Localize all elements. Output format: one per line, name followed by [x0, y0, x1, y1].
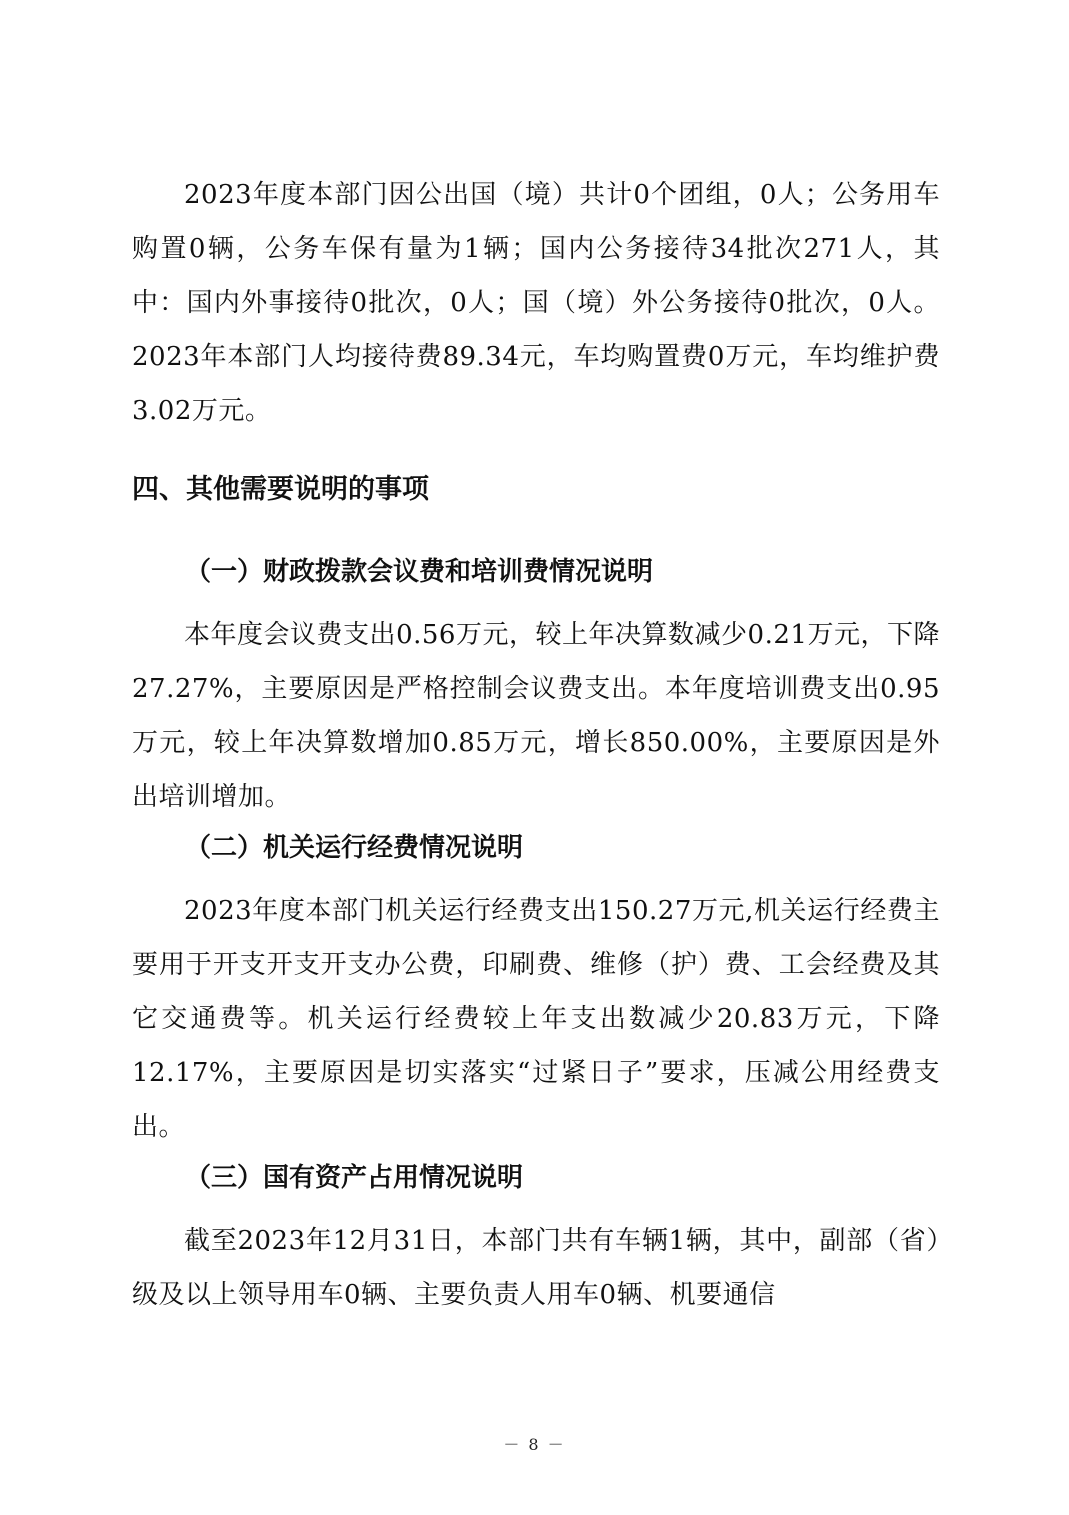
- section-title-other-matters: 四、其他需要说明的事项: [132, 474, 429, 505]
- paragraph-state-assets: 截至2023年12月31日，本部门共有车辆1辆，其中，副部（省）级及以上领导用车0辆、主要负责人用车0辆、机要通信: [132, 1226, 940, 1310]
- paragraph-meeting-training-fees: 本年度会议费支出0.56万元，较上年决算数减少0.21万元，下降27.27%，主要原因是严格控制会议费支出。本年度培训费支出0.95万元，较上年决算数增加0.85万元，增长850.00%，主要原因是外出培训增加。: [132, 620, 940, 812]
- page-number: － 8 －: [503, 1435, 566, 1454]
- paragraph-overseas-vehicles-reception: 2023年度本部门因公出国（境）共计0个团组，0人；公务用车购置0辆，公务车保有量为1辆；国内公务接待34批次271人，其中：国内外事接待0批次，0人；国（境）外公务接待0批次，0人。2023年本部门人均接待费89.34元，车均购置费0万元，车均维护费3.02万元。: [132, 180, 940, 426]
- paragraph-operating-expenses: 2023年度本部门机关运行经费支出150.27万元,机关运行经费主要用于开支开支开支办公费，印刷费、维修（护）费、工会经费及其它交通费等。机关运行经费较上年支出数减少20.83万元，下降12.17%，主要原因是切实落实“过紧日子”要求，压减公用经费支出。: [132, 896, 940, 1142]
- subsection-title-state-assets: （三）国有资产占用情况说明: [185, 1163, 524, 1193]
- subsection-title-operating-expenses: （二）机关运行经费情况说明: [185, 833, 524, 863]
- subsection-title-meeting-training: （一）财政拨款会议费和培训费情况说明: [185, 557, 654, 587]
